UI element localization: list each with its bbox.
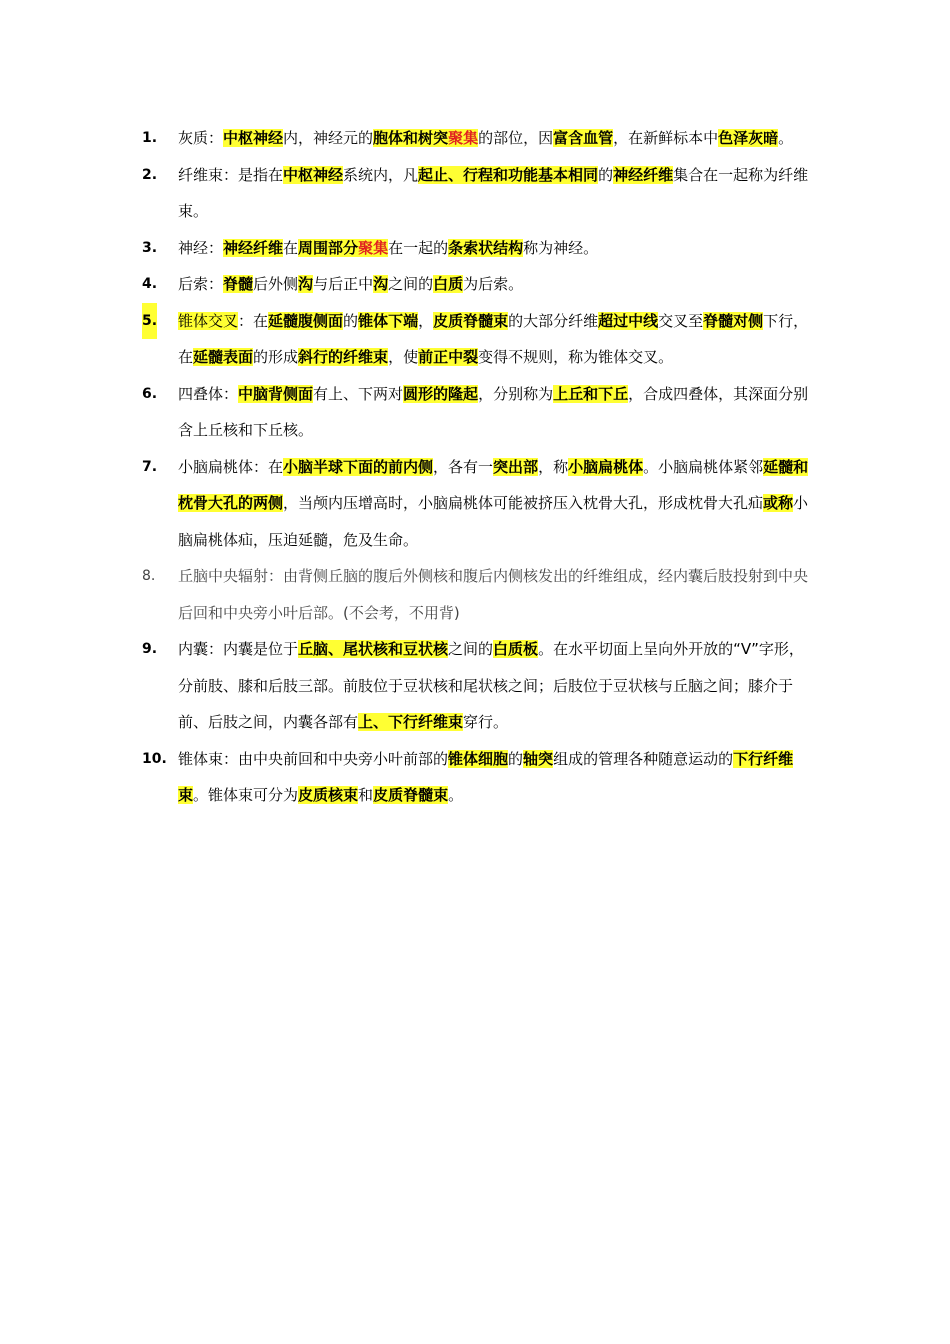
text-segment: 称为神经。: [523, 238, 599, 257]
text-segment: 。小脑扁桃体紧邻: [643, 457, 764, 476]
text-segment: 丘脑中央辐射：由背侧丘脑的腹后外侧核和腹后内侧核发出的纤维组成，经内囊后肢投射到中央后回和中央旁小叶后部。(不会考，不用背): [178, 567, 809, 622]
highlighted-term: 上、下行纤维束: [358, 713, 464, 731]
item-text: [178, 166, 808, 221]
highlighted-term: 皮质核束: [298, 786, 359, 804]
highlighted-term: 沟: [373, 275, 389, 293]
text-segment: 。: [778, 129, 794, 147]
text-segment: 有上、下两对: [313, 384, 404, 403]
text-segment: ，当颅内压增高时，小脑扁桃体可能被挤压入枕骨大孔，形成枕骨大孔疝: [283, 494, 764, 512]
text-segment: 和: [358, 786, 374, 804]
item-number: 6.: [142, 385, 158, 402]
item-text: [178, 239, 598, 257]
list-item: [142, 120, 812, 157]
highlighted-term: 锥体交叉: [178, 311, 239, 330]
highlighted-term: 轴突: [523, 749, 554, 768]
text-segment: 内囊：内囊是位于: [178, 640, 299, 658]
text-segment: 神经：: [178, 238, 224, 257]
list-item: [142, 741, 812, 814]
highlighted-term: 富含血管: [553, 129, 614, 147]
item-number: 5.: [142, 303, 157, 340]
highlighted-term: 神经纤维: [223, 238, 284, 257]
highlighted-term: 条索状结构: [448, 238, 524, 257]
highlighted-term: 上丘和下丘: [553, 384, 629, 403]
highlighted-term: 小脑扁桃体: [568, 457, 644, 476]
highlighted-term: 延髓表面: [193, 348, 254, 366]
highlighted-term: 起止、行程和功能基本相同: [418, 165, 599, 184]
item-text: [178, 750, 793, 805]
text-segment: ，使: [388, 348, 419, 366]
highlighted-term: 下行纤维束: [178, 749, 794, 804]
text-segment: 。在水平切面上呈向外开放的“V”字形，分前肢、膝和后肢三部。前肢位于豆状核和尾状核之间；后肢位于豆状核与丘脑之间；膝介于前、后肢之间，内囊各部有: [178, 640, 804, 731]
item-text: [178, 385, 808, 440]
text-segment: 锥体束：由中央前回和中央旁小叶前部的: [178, 749, 449, 768]
highlighted-term: 中枢神经: [283, 165, 344, 184]
text-segment: 下行，在: [178, 311, 809, 366]
highlighted-term: 突出部: [493, 457, 539, 476]
list-item: [142, 303, 812, 376]
text-segment: 的: [598, 165, 614, 184]
text-segment: 的大部分纤维: [508, 311, 599, 330]
text-segment: ，在新鲜标本中: [613, 129, 719, 147]
text-segment: 之间的: [448, 640, 494, 658]
text-segment: 系统内，凡: [343, 165, 419, 184]
text-segment: 的形成: [253, 348, 299, 366]
text-segment: 灰质：: [178, 129, 224, 147]
text-segment: 交叉至: [658, 311, 704, 330]
highlighted-term: 皮质脊髓束: [373, 786, 449, 804]
item-number: 8.: [142, 568, 156, 584]
text-segment: 后外侧: [253, 275, 299, 293]
highlighted-term: 圆形的隆起: [403, 384, 479, 403]
item-text: [178, 275, 523, 293]
text-segment: ，: [418, 311, 434, 330]
list-item: [142, 266, 812, 303]
text-segment: 纤维束：是指在: [178, 165, 284, 184]
text-segment: ，称: [538, 457, 569, 476]
highlighted-term: 超过中线: [598, 311, 659, 330]
item-number: 7.: [142, 458, 158, 475]
item-number: 3.: [142, 239, 158, 256]
text-segment: 的: [508, 749, 524, 768]
item-text: [178, 458, 808, 549]
highlighted-term: 色泽灰暗: [718, 129, 779, 147]
highlighted-term: 延髓腹侧面: [268, 311, 344, 330]
item-text: [178, 129, 793, 147]
text-segment: 在一起的: [388, 238, 449, 257]
item-number: 10.: [142, 750, 167, 767]
text-segment: ：在: [238, 311, 269, 330]
highlighted-term: 斜行的纤维束: [298, 348, 389, 366]
list-item: [142, 376, 812, 449]
highlighted-term: 中枢神经: [223, 129, 284, 147]
item-number: 9.: [142, 641, 158, 657]
item-text: [178, 312, 808, 367]
text-segment: ，各有一: [433, 457, 494, 476]
text-segment: 四叠体：: [178, 384, 239, 403]
list-item: [142, 631, 812, 741]
highlighted-term: 白质: [433, 275, 464, 293]
list-item: [142, 558, 812, 631]
item-text: [178, 640, 804, 731]
text-segment: 。锥体束可分为: [193, 786, 299, 804]
text-segment: ，分别称为: [478, 384, 554, 403]
highlighted-term: 脊髓: [223, 275, 254, 293]
highlighted-term: 前正中裂: [418, 348, 479, 366]
list-item: [142, 449, 812, 559]
text-segment: 内，神经元的: [283, 129, 374, 147]
text-segment: 组成的管理各种随意运动的: [553, 749, 734, 768]
text-segment: 。: [448, 786, 464, 804]
list-item: [142, 230, 812, 267]
highlighted-term: 周围部分: [298, 238, 359, 257]
highlighted-term: 锥体细胞: [448, 749, 509, 768]
text-segment: 在: [283, 238, 299, 257]
text-segment: 的: [343, 311, 359, 330]
text-segment: 穿行。: [463, 713, 509, 731]
highlighted-term: 胞体和树突: [373, 129, 449, 147]
highlighted-term: 聚集: [448, 129, 479, 147]
highlighted-term: 中脑背侧面: [238, 384, 314, 403]
text-segment: 后索：: [178, 275, 224, 293]
item-text: [178, 567, 808, 622]
text-segment: 的部位，因: [478, 129, 554, 147]
item-number: 4.: [142, 276, 158, 292]
highlighted-term: 聚集: [358, 238, 389, 257]
text-segment: 之间的: [388, 275, 434, 293]
text-segment: 小脑扁桃体疝，压迫延髓，危及生命。: [178, 494, 809, 549]
highlighted-term: 锥体下端: [358, 311, 419, 330]
highlighted-term: 丘脑、尾状核和豆状核: [298, 640, 449, 658]
text-segment: 与后正中: [313, 275, 374, 293]
text-segment: ，合成四叠体，其深面分别含上丘核和下丘核。: [178, 384, 809, 439]
highlighted-term: 延髓和枕骨大孔的两侧: [178, 457, 809, 512]
item-number: 2.: [142, 166, 158, 183]
text-segment: 小脑扁桃体：在: [178, 457, 284, 476]
item-number: 1.: [142, 130, 158, 146]
list-item: [142, 157, 812, 230]
definition-list: [142, 120, 812, 814]
highlighted-term: 神经纤维: [613, 165, 674, 184]
text-segment: 集合在一起称为纤维束。: [178, 165, 809, 220]
highlighted-term: 或称: [763, 494, 794, 512]
text-segment: 为后索。: [463, 275, 524, 293]
highlighted-term: 小脑半球下面的前内侧: [283, 457, 434, 476]
highlighted-term: 脊髓对侧: [703, 311, 764, 330]
text-segment: 变得不规则，称为锥体交叉。: [478, 348, 674, 366]
highlighted-term: 皮质脊髓束: [433, 311, 509, 330]
highlighted-term: 白质板: [493, 640, 539, 658]
highlighted-term: 沟: [298, 275, 314, 293]
